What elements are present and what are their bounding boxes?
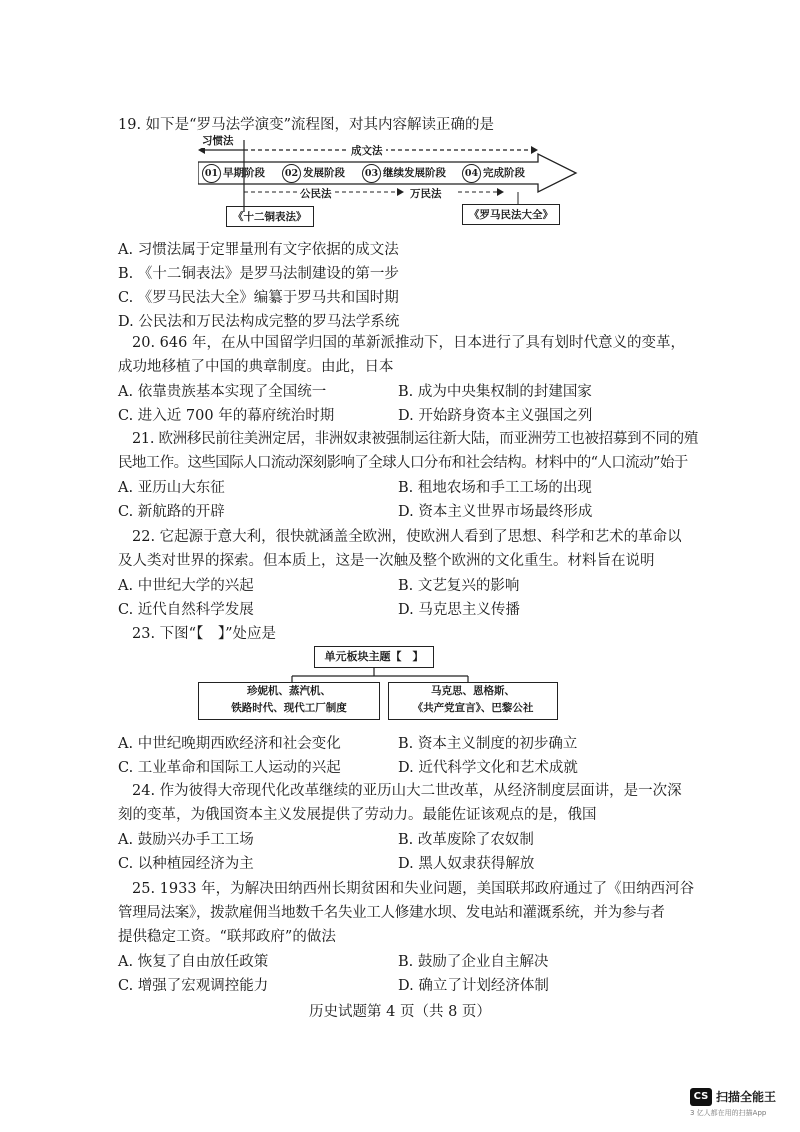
q21-option-a: A. 亚历山大东征 [118, 480, 225, 496]
q19-flowchart [198, 135, 582, 232]
q19-option-b: B. 《十二铜表法》是罗马法制建设的第一步 [118, 266, 399, 282]
q25-option-d: D. 确立了计划经济体制 [398, 978, 549, 994]
stage-2: 02 发展阶段 [282, 164, 345, 183]
q19-option-d: D. 公民法和万民法构成完整的罗马法学系统 [118, 314, 400, 330]
q19-option-c: C. 《罗马民法大全》编纂于罗马共和国时期 [118, 290, 399, 306]
stage-4: 04 完成阶段 [462, 164, 525, 183]
civil-law-label: 公民法 [300, 188, 332, 200]
q23-left-box [198, 682, 380, 720]
page-footer: 历史试题第 4 页（共 8 页） [309, 1004, 491, 1020]
corpus-juris-box: 《罗马民法大全》 [462, 204, 560, 225]
written-law-label: 成文法 [348, 143, 386, 158]
q24-option-d: D. 黑人奴隶获得解放 [398, 856, 535, 872]
q23-left-line-2: 铁路时代、现代工厂制度 [231, 702, 347, 714]
q22-option-b: B. 文艺复兴的影响 [398, 578, 520, 594]
q25-option-b: B. 鼓励了企业自主解决 [398, 954, 549, 970]
q23-left-line-1: 珍妮机、蒸汽机、 [247, 685, 331, 697]
q25-stem-1: 25. 1933 年，为解决田纳西州长期贫困和失业问题，美国联邦政府通过了《田纳西河谷 [132, 881, 695, 897]
watermark-app-name: 扫描全能王 [716, 1090, 777, 1104]
q24-option-c: C. 以种植园经济为主 [118, 856, 254, 872]
q23-right-line-1: 马克思、恩格斯、 [431, 685, 515, 697]
twelve-tables-box: 《十二铜表法》 [226, 206, 314, 227]
q22-option-d: D. 马克思主义传播 [398, 602, 520, 618]
q25-stem-2: 管理局法案》，拨款雇佣当地数千名失业工人修建水坝、发电站和灌溉系统，并为参与者 [118, 905, 665, 921]
q23-diagram [198, 646, 566, 726]
q21-option-b: B. 租地农场和手工工场的出现 [398, 480, 592, 496]
law-of-nations-label: 万民法 [410, 188, 442, 200]
q21-stem-2: 民地工作。这些国际人口流动深刻影响了全球人口分布和社会结构。材料中的“人口流动”始于 [118, 455, 688, 471]
q24-option-b: B. 改革废除了农奴制 [398, 832, 534, 848]
stage-3: 03 继续发展阶段 [362, 164, 446, 183]
q19-stem: 19. 如下是“罗马法学演变”流程图，对其内容解读正确的是 [118, 117, 494, 133]
q21-option-c: C. 新航路的开辟 [118, 504, 225, 520]
q24-stem-1: 24. 作为彼得大帝现代化改革继续的亚历山大二世改革，从经济制度层面讲，是一次深 [132, 783, 682, 799]
q25-stem-3: 提供稳定工资。“联邦政府”的做法 [118, 929, 336, 945]
camscanner-logo-icon: CS [690, 1088, 712, 1106]
q24-option-a: A. 鼓励兴办手工工场 [118, 832, 254, 848]
q25-option-c: C. 增强了宏观调控能力 [118, 978, 269, 994]
q23-theme-box: 单元板块主题【 】 [314, 646, 434, 668]
q22-stem-1: 22. 它起源于意大利，很快就涵盖全欧洲，使欧洲人看到了思想、科学和艺术的革命以 [132, 529, 682, 545]
customary-law-label: 习惯法 [202, 135, 234, 147]
q20-option-c: C. 进入近 700 年的幕府统治时期 [118, 408, 335, 424]
q20-stem-1: 20. 646 年，在从中国留学归国的革新派推动下，日本进行了具有划时代意义的变革， [132, 335, 685, 351]
q23-option-d: D. 近代科学文化和艺术成就 [398, 760, 578, 776]
q20-option-a: A. 依靠贵族基本实现了全国统一 [118, 384, 327, 400]
q23-option-b: B. 资本主义制度的初步确立 [398, 736, 578, 752]
q23-option-a: A. 中世纪晚期西欧经济和社会变化 [118, 736, 341, 752]
q21-stem-1: 21. 欧洲移民前往美洲定居，非洲奴隶被强制运往新大陆，而亚洲劳工也被招募到不同的殖 [132, 431, 699, 447]
q25-option-a: A. 恢复了自由放任政策 [118, 954, 269, 970]
q22-option-c: C. 近代自然科学发展 [118, 602, 254, 618]
q23-option-c: C. 工业革命和国际工人运动的兴起 [118, 760, 341, 776]
stage-1: 01 早期阶段 [202, 164, 265, 183]
q22-option-a: A. 中世纪大学的兴起 [118, 578, 254, 594]
watermark-slogan: 3 亿人都在用的扫描App [690, 1109, 767, 1117]
q19-option-a: A. 习惯法属于定罪量刑有文字依据的成文法 [118, 242, 399, 258]
q20-option-b: B. 成为中央集权制的封建国家 [398, 384, 592, 400]
q21-option-d: D. 资本主义世界市场最终形成 [398, 504, 593, 520]
q23-stem: 23. 下图“【 】”处应是 [132, 626, 276, 642]
q23-right-box [388, 682, 558, 720]
q20-stem-2: 成功地移植了中国的典章制度。由此，日本 [118, 359, 394, 375]
q20-option-d: D. 开始跻身资本主义强国之列 [398, 408, 593, 424]
q22-stem-2: 及人类对世界的探索。但本质上，这是一次触及整个欧洲的文化重生。材料旨在说明 [118, 553, 655, 569]
q24-stem-2: 刻的变革，为俄国资本主义发展提供了劳动力。最能佐证该观点的是，俄国 [118, 807, 597, 823]
q23-right-line-2: 《共产党宣言》、巴黎公社 [412, 702, 534, 714]
